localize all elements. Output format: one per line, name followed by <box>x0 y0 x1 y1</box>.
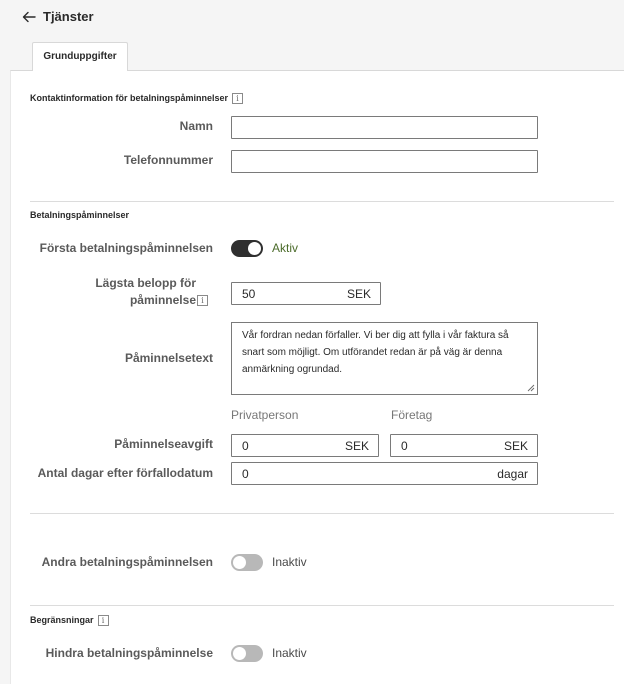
private-fee-unit: SEK <box>344 439 369 453</box>
info-icon[interactable]: i <box>98 615 109 626</box>
days-after-value: 0 <box>242 467 249 481</box>
tab-grunduppgifter[interactable]: Grunduppgifter <box>32 42 128 71</box>
toggle-knob <box>233 556 246 569</box>
second-reminder-label: Andra betalningspåminnelsen <box>41 555 213 569</box>
company-fee-value: 0 <box>401 439 408 453</box>
company-fee-unit: SEK <box>503 439 528 453</box>
company-fee-field[interactable] <box>390 434 538 457</box>
name-label: Namn <box>179 119 213 133</box>
min-amount-field[interactable] <box>231 282 381 305</box>
arrow-left-icon[interactable] <box>22 10 36 24</box>
block-reminder-label: Hindra betalningspåminnelse <box>45 646 213 660</box>
block-reminder-status: Inaktiv <box>272 646 307 660</box>
name-field[interactable] <box>231 116 538 139</box>
divider <box>30 201 614 202</box>
company-label: Företag <box>391 408 433 422</box>
second-reminder-status: Inaktiv <box>272 555 307 569</box>
block-reminder-toggle[interactable] <box>231 645 263 662</box>
phone-field[interactable] <box>231 150 538 173</box>
min-amount-value: 50 <box>242 287 256 301</box>
info-icon[interactable]: i <box>232 93 243 104</box>
fee-label: Påminnelseavgift <box>114 437 213 451</box>
limits-section-title-text: Begränsningar <box>30 615 94 625</box>
private-person-label: Privatperson <box>231 408 299 422</box>
reminder-text-area[interactable] <box>231 322 538 395</box>
limits-section-title <box>30 615 109 626</box>
days-after-label: Antal dagar efter förfallodatum <box>37 466 213 480</box>
reminder-text-value: Vår fordran nedan förfaller. Vi ber dig att fylla i vår faktura så snart som möjligt. Om utförandet redan är på väg är denna anmärkning ogrundad. <box>242 330 509 375</box>
page-title: Tjänster <box>43 9 94 24</box>
resize-handle-icon[interactable] <box>527 384 535 392</box>
divider <box>30 513 614 514</box>
divider <box>30 605 614 606</box>
contact-section-title-text: Kontaktinformation för betalningspåminnelser <box>30 93 229 103</box>
first-reminder-status: Aktiv <box>272 241 299 255</box>
private-fee-field[interactable] <box>231 434 379 457</box>
first-reminder-toggle[interactable] <box>231 240 263 257</box>
reminders-section-title: Betalningspåminnelser <box>30 210 130 220</box>
top-bar <box>0 0 624 34</box>
min-amount-label-line1: Lägsta belopp för <box>95 276 196 290</box>
second-reminder-toggle[interactable] <box>231 554 263 571</box>
private-fee-value: 0 <box>242 439 249 453</box>
min-amount-unit: SEK <box>346 287 371 301</box>
days-after-field[interactable] <box>231 462 538 485</box>
toggle-knob <box>248 242 261 255</box>
toggle-knob <box>233 647 246 660</box>
min-amount-label-line2: påminnelse <box>129 293 196 307</box>
info-icon[interactable]: i <box>197 295 208 306</box>
days-after-unit: dagar <box>497 467 528 481</box>
reminder-text-label: Påminnelsetext <box>124 351 213 365</box>
first-reminder-label: Första betalningspåminnelsen <box>39 241 213 255</box>
contact-section-title <box>30 93 243 104</box>
phone-label: Telefonnummer <box>123 153 213 167</box>
